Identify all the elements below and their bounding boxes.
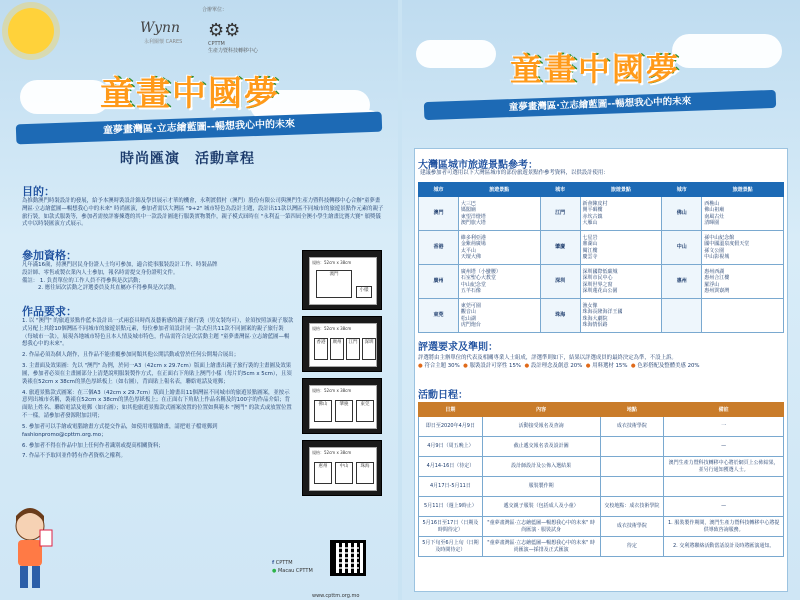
wechat-icon: ● — [272, 567, 277, 574]
wynn-cares-label: 永利關懷 CARES — [144, 39, 183, 45]
requirements-list — [22, 318, 294, 461]
remarks-cell: 一 — [664, 417, 784, 437]
city-cell — [662, 299, 702, 333]
criteria-item: 用料選材 15% — [592, 363, 628, 370]
venue-cell: 成衣技術學院 — [600, 417, 664, 437]
sketch-city: 珠海 — [356, 462, 374, 484]
bicycle-icon: ⚙⚙ — [208, 20, 241, 41]
requirement-item: 6. 參加者不得在作品中加上任何作者識別或提高相關資料； — [22, 442, 164, 449]
reference-intro: 建議參加者可選用以下大灣區城市的部份旅遊景點作參考資料，以供設計使用： — [420, 170, 609, 176]
column-header: 城市 — [662, 183, 702, 197]
cloud — [20, 80, 110, 114]
reference-heading: 大灣區城市旅遊景點參考： — [418, 160, 538, 171]
sketch-sample: 小樣 — [356, 286, 372, 298]
table-row — [419, 417, 784, 437]
remarks-cell: — — [664, 437, 784, 457]
content-cell: "童夢畫灣區·立志繪藍圖—暢想我心中的未來" 時尚匯演 · 服裝試身 — [482, 517, 600, 537]
city-cell: 珠海 — [540, 299, 580, 333]
table-header-row — [419, 403, 784, 417]
requirements-heading: 作品要求： — [22, 305, 77, 318]
venue-cell — [600, 477, 664, 497]
criteria-item: 符合主題 30% — [424, 363, 460, 370]
column-header: 城市 — [419, 183, 459, 197]
sample-board-cities-b — [302, 378, 382, 434]
content-cell: 遞交親子服裝（包括成人及小童） — [482, 497, 600, 517]
page-title: 時尚匯演 活動章程 — [120, 151, 255, 167]
venue-cell — [600, 457, 664, 477]
sample-board-cities-c — [302, 440, 382, 496]
requirement-item: 4. 旅遊景點款式圖案：在三個A3（42cm x 29.7cm）版面上繪畫出11個灣區不同城市的旅遊景點圖案，並按示意列出城市名稱，裝裱在52cm x 38cm的黑色厚紙板上；在正面右下角貼上作品名稱及約100字的作品介紹；背面貼上姓名、聯絡電話及電郵（如右圖）；如其他旅遊景點款式圖案放置的位置如與範本 "澳門" 的款式或放置位置不一樣，請參加者發源附加註明； — [22, 389, 292, 420]
attractions-cell: 七星岩 鼎湖山 閱江樓 慶雲寺 — [580, 231, 662, 265]
city-cell: 肇慶 — [540, 231, 580, 265]
city-cell: 香港 — [419, 231, 459, 265]
city-cell: 深圳 — [540, 265, 580, 299]
attractions-cell: 維多利亞港 金紫荊廣場 太平山 天壇大佛 — [458, 231, 540, 265]
bullet-icon: ● — [418, 363, 423, 370]
criteria-item: 色彩搭配及整體美感 20% — [637, 363, 700, 370]
eligibility-block — [22, 262, 222, 293]
purpose-text: 為推動澳門時裝設計的發展，給予本澳時裝設計錦及學員展示才華的機會，永利渡假村（澳門）股份有限公司與澳門生產力暨科技轉移中心合辦"童夢畫灣區·立志繪藍圖—暢想我心中的未來" 時尚匯演，參加者需以大灣區 "9+2" 城市特色為設計主題，設計出11款以灣區不同城市的旅遊景點作元素的親子旅行裝，如款式服裝等，參加者需按評審揀選的其中一款設計圖進行服裝實物製作，親子模式屆時在 "永利盃一第四屆全澳小學生繪畫比賽大賽" 頒獎儀式中以時裝匯演方式展示。 — [22, 198, 384, 228]
attractions-cell: 深圳國際低碳城 深圳市民中心 深圳世界之窗 深圳蓮花山公園 — [580, 265, 662, 299]
column-header: 備註 — [664, 403, 784, 417]
date-cell: 4月17日-5月11日 — [419, 477, 483, 497]
remarks-cell: 1. 服裝製作期間，澳門生產力暨科技轉移中心將提供導致咨詢服務。 — [664, 517, 784, 537]
co-organizer-logos — [130, 6, 300, 54]
city-cell: 惠州 — [662, 265, 702, 299]
city-cell: 佛山 — [662, 197, 702, 231]
cpttm-sub: 生產力暨科技轉移中心 — [208, 48, 259, 54]
note-item: 1. 負責單位的工作人員不得參與是次活動； — [39, 277, 144, 284]
attractions-cell — [702, 299, 784, 333]
content-cell: 截止遞交報名表及設計圖 — [482, 437, 600, 457]
content-cell: 設計師設計及公佈入選結果 — [482, 457, 600, 477]
attractions-cell: 東莞可園 觀音山 松山湖 虎門炮台 — [458, 299, 540, 333]
venue-cell: 待定 — [600, 537, 664, 557]
remarks-cell: 澳門生產力暨科技轉移中心將於網頁上公佈結果，並另行通知獲選人士。 — [664, 457, 784, 477]
cpttm-logo — [208, 20, 294, 54]
column-header: 旅遊景點 — [580, 183, 662, 197]
requirement-item: 7. 作品不予取回並作將有作者資格之權利。 — [22, 453, 126, 460]
criteria-heading: 評選要求及準則： — [418, 342, 498, 353]
content-cell: "童夢畫灣區·立志繪藍圖—暢想我心中的未來" 時尚匯演—採排及正式匯演 — [482, 537, 600, 557]
board-size-label: 規格：52cm x 38cm — [312, 388, 352, 393]
city-cell: 中山 — [662, 231, 702, 265]
child-painting-illustration — [4, 500, 54, 596]
bullet-icon: ● — [463, 363, 468, 370]
sample-board-back — [302, 316, 382, 372]
board-size-label: 規格：52cm x 38cm — [312, 260, 352, 265]
sun-icon — [8, 8, 54, 54]
requirement-item: 1. 以 "澳門" 的旅遊景點作藍本設計出一式兩套具時尚及藝術感的親子旅行裝（男女裝均可），並須按照該親子服款式另配上其餘10個灣區不同城市的旅遊景點元素，每位參加者須設計同一款式但共11款不同圖案的親子旅行裝（每城市一款），展現各地城市特色且本人情及城市特色，作品需符合是次活動主題 "童夢畫灣區·立志繪藍圖—暢想我心中的未來"。 — [22, 318, 294, 348]
note-label: 備註： — [22, 277, 39, 284]
schedule-heading: 活動日程： — [418, 390, 468, 401]
venue-cell — [600, 437, 664, 457]
co-organizers-label: 合辦單位： — [202, 7, 228, 13]
bullet-icon: ● — [630, 363, 636, 370]
sketch-city: 東莞 — [356, 400, 374, 422]
date-cell: 4月9日（周五晚上） — [419, 437, 483, 457]
column-header: 地點 — [600, 403, 664, 417]
attractions-cell: 大三巴 媽閣廟 東望洋燈塔 澳門旅大塔 — [458, 197, 540, 231]
table-row — [419, 497, 784, 517]
schedule-table — [418, 402, 784, 557]
sketch-city: 江門 — [346, 338, 360, 360]
left-page — [0, 0, 398, 600]
sketch-city: 香港 — [314, 338, 328, 360]
eligibility-heading: 參加資格： — [22, 249, 77, 262]
table-row — [419, 457, 784, 477]
sketch-city: 肇慶 — [335, 400, 353, 422]
table-row — [419, 299, 784, 333]
attractions-cell: 惠州西湖 惠州合江樓 羅浮山 惠州巽寮灣 — [702, 265, 784, 299]
qr-code — [330, 540, 366, 576]
venue-cell: 交校地點：成衣技術學院 — [600, 497, 664, 517]
column-header: 日期 — [419, 403, 483, 417]
attractions-cell: 廣州塔（小蠻腰） 石室聖心大教堂 中山紀念堂 五羊石像 — [458, 265, 540, 299]
date-cell: 5月11日（週上9時止） — [419, 497, 483, 517]
city-cell: 江門 — [540, 197, 580, 231]
sketch-macau: 澳門 — [316, 270, 352, 298]
purpose-heading: 目的： — [22, 185, 55, 198]
board-size-label: 規格：52cm x 38cm — [312, 450, 352, 455]
city-cell: 東莞 — [419, 299, 459, 333]
sketch-city: 惠州 — [314, 462, 332, 484]
attractions-cell: 新會陳皮村 開平碉樓 赤坎古鎮 大雁山 — [580, 197, 662, 231]
bullet-icon: ● — [585, 363, 591, 370]
table-row — [419, 517, 784, 537]
remarks-cell: — — [664, 497, 784, 517]
content-cell: 活動接受報名及查詢 — [482, 417, 600, 437]
sketch-city: 中山 — [335, 462, 353, 484]
right-page — [402, 0, 800, 600]
date-cell: 即日至2020年4月9日 — [419, 417, 483, 437]
criteria-block — [418, 354, 786, 370]
criteria-item: 設計理念及創意 20% — [530, 363, 583, 370]
table-row — [419, 231, 784, 265]
criteria-item: 服裝設計可穿性 15% — [469, 363, 522, 370]
attractions-cell: 孫中山紀念館 國中國溫泉度假天堂 孫文公園 中山影視城 — [702, 231, 784, 265]
column-header: 旅遊景點 — [702, 183, 784, 197]
bullet-icon: ● — [524, 363, 530, 370]
table-row — [419, 477, 784, 497]
table-header-row — [419, 183, 784, 197]
criteria-list — [418, 362, 786, 370]
attractions-cell: 漁女像 珠海長隆海洋王國 珠海大劇院 珠海情侶路 — [580, 299, 662, 333]
banner-title: 童畫中國夢 — [100, 74, 280, 114]
cpttm-name: CPTTM — [208, 41, 225, 47]
table-row — [419, 265, 784, 299]
banner-subtitle: 童夢畫灣區·立志繪藍圖--暢想我心中的未來 — [424, 90, 776, 120]
date-cell: 5月16日至17日（日期及時間待定） — [419, 517, 483, 537]
banner-subtitle: 童夢畫灣區·立志繪藍圖--暢想我心中的未來 — [16, 112, 382, 145]
city-cell: 廣州 — [419, 265, 459, 299]
social-handle[interactable]: CPTTM — [275, 560, 293, 566]
banner-title: 童畫中國夢 — [510, 50, 681, 88]
criteria-text: 評選將由主辦單位的代表及相關專業人士組成，評選準則如下，結果以評選成員的最終決定為準，不設上訴。 — [418, 355, 677, 361]
remarks-cell: 2. 交利將聯絡活動當話設計及時將匯演通知。 — [664, 537, 784, 557]
social-handle[interactable]: Macau CPTTM — [277, 567, 313, 574]
attractions-cell: 西樵山 佛山祖廟 南風古灶 清暉園 — [702, 197, 784, 231]
sketch-city: 佛山 — [314, 400, 332, 422]
website-link[interactable]: www.cpttm.org.mo — [312, 593, 360, 599]
requirement-item: 3. 主畫面及效果圖：先以 "澳門" 為例，於同一A3（42cm x 29.7cm）版面上繪畫出親子旅行裝的主畫圖及效果圖，參加者必須在主畫圖部分上清楚說明服裝製作方式，在正面右下角貼上澳門小樣（每片約5cm x 5cm），且須裝裱在52cm x 38cm的黑色厚紙板上（如右圖），背面貼上報名表，聯絡電話及電郵； — [22, 363, 292, 385]
board-size-label: 規格：52cm x 38cm — [312, 326, 352, 331]
date-cell: 4月14-16日（待定） — [419, 457, 483, 477]
sketch-city: 深圳 — [362, 338, 376, 360]
facebook-icon: f — [272, 560, 275, 566]
requirement-item: 5. 參加者可以手繪或電腦繪畫方式提交作品，如使用電腦繪畫，請把電子檔電郵到 fashionpromo@cpttm.org.mo； — [22, 423, 218, 438]
venue-cell: 成衣技術學院 — [600, 517, 664, 537]
sketch-city: 廣州 — [330, 338, 344, 360]
column-header: 城市 — [540, 183, 580, 197]
eligibility-text: 凡年滿16歲，持澳門居民身份證人士均可參加，適合從事服裝設計工作、時裝品牌設計師、零售或製衣業內人士參加，報名時需提交身份證明文件。 — [22, 262, 218, 276]
column-header: 旅遊景點 — [458, 183, 540, 197]
remarks-cell — [664, 477, 784, 497]
content-cell: 服裝製作期 — [482, 477, 600, 497]
wynn-logo: Wynn — [140, 20, 181, 36]
city-cell: 澳門 — [419, 197, 459, 231]
note-item: 2. 應往屆次活動之評選委員及其直屬亦不得參與是次活動。 — [38, 285, 180, 292]
cloud — [416, 40, 496, 68]
table-row — [419, 537, 784, 557]
table-row — [419, 197, 784, 231]
table-row — [419, 437, 784, 457]
cloud — [672, 34, 782, 68]
requirement-item: 2. 作品必須為個人創作，且作品不能重覆參加同類其他公開活動或曾於任何公開場合展出； — [22, 352, 240, 359]
attractions-table — [418, 182, 784, 333]
date-cell: 5月下旬至6月上旬（日期及時間待定） — [419, 537, 483, 557]
column-header: 內容 — [482, 403, 600, 417]
sample-board-front — [302, 250, 382, 310]
